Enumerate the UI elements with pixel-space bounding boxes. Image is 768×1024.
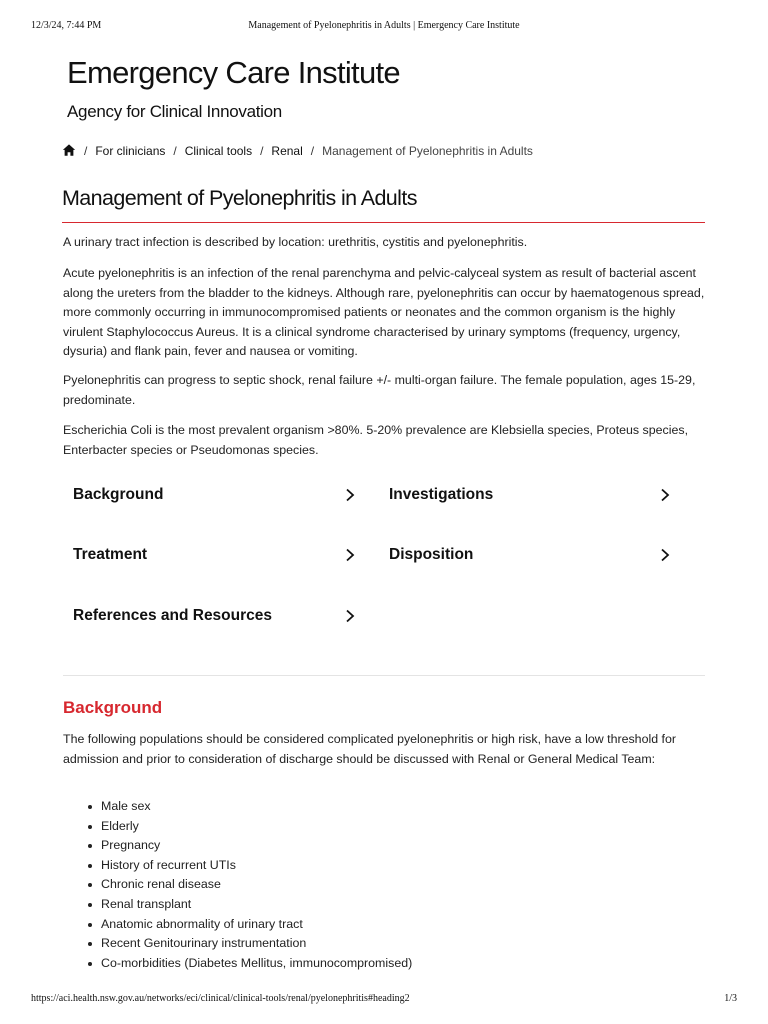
print-url: https://aci.health.nsw.gov.au/networks/eci/clinical/clinical-tools/renal/pyelonephritis#heading2	[31, 993, 410, 1004]
intro-paragraph-3	[63, 371, 705, 410]
breadcrumb-separator: /	[173, 144, 177, 158]
nav-tile-background[interactable]	[73, 482, 356, 508]
background-intro	[63, 730, 705, 769]
chevron-right-icon	[344, 609, 356, 623]
paragraph-text: The following populations should be considered complicated pyelonephritis or high risk, have a low threshold for admission and prior to consideration of discharge should be discussed with Renal or General Medical Team:	[63, 732, 677, 766]
breadcrumb-home[interactable]	[62, 143, 76, 160]
breadcrumb-separator: /	[84, 144, 88, 158]
page-title: Management of Pyelonephritis in Adults	[62, 186, 417, 210]
paragraph-text: A urinary tract infection is described by location: urethritis, cystitis and pyelonephritis.	[63, 235, 528, 249]
chevron-right-icon	[344, 488, 356, 502]
list-item: Recent Genitourinary instrumentation	[63, 934, 412, 954]
breadcrumb-clinical-tools[interactable]: Clinical tools	[184, 144, 253, 158]
print-datetime: 12/3/24, 7:44 PM	[31, 20, 102, 31]
chevron-right-icon	[659, 548, 671, 562]
paragraph-text: Escherichia Coli is the most prevalent organism >80%. 5-20% prevalence are Klebsiella species, Proteus species, Enterbacter species or Pseudomonas species.	[63, 423, 689, 457]
title-divider	[62, 222, 705, 223]
intro-paragraph-1	[63, 233, 705, 253]
list-item: History of recurrent UTIs	[63, 856, 412, 876]
nav-tile-label: References and Resources	[73, 607, 273, 624]
breadcrumb-separator: /	[310, 144, 315, 158]
paragraph-text: Pyelonephritis can progress to septic shock, renal failure +/- multi-organ failure. The female population, ages 15-29, predominate.	[63, 373, 696, 407]
nav-tile-disposition[interactable]	[389, 542, 671, 568]
breadcrumb-for-clinicians[interactable]: For clinicians	[95, 144, 166, 158]
risk-factor-list	[63, 797, 412, 973]
breadcrumb	[62, 142, 533, 160]
nav-tile-label: Treatment	[73, 546, 148, 563]
list-item: Renal transplant	[63, 895, 412, 915]
breadcrumb-renal[interactable]: Renal	[271, 144, 303, 158]
intro-paragraph-4	[63, 421, 705, 460]
section-divider	[63, 675, 705, 676]
nav-tile-label: Disposition	[389, 546, 474, 563]
list-item: Co-morbidities (Diabetes Mellitus, immunocompromised)	[63, 954, 412, 974]
nav-tile-label: Investigations	[389, 486, 494, 503]
chevron-right-icon	[659, 488, 671, 502]
print-page-title: Management of Pyelonephritis in Adults | Emergency Care Institute	[248, 20, 520, 31]
nav-tile-investigations[interactable]	[389, 482, 671, 508]
list-item: Pregnancy	[63, 836, 412, 856]
list-item: Anatomic abnormality of urinary tract	[63, 915, 412, 935]
background-heading: Background	[63, 698, 163, 717]
home-icon	[62, 143, 76, 157]
paragraph-text: Acute pyelonephritis is an infection of the renal parenchyma and pelvic-calyceal system as result of bacterial ascent along the ureters from the bladder to the kidneys. Although rare, pyelonephritis can occur by haematogenous spread, more commonly occurring in immunocompromised patients or neonates and the common organism is the highly virulent Staphylococcus Aureus. It is a clinical syndrome characterised by urinary symptoms (frequency, urgency, dysuria) and flank pain, fever and nausea or vomiting.	[63, 266, 705, 358]
list-item: Chronic renal disease	[63, 875, 412, 895]
list-item: Elderly	[63, 817, 412, 837]
nav-tile-label: Background	[73, 486, 164, 503]
intro-paragraph-2	[63, 264, 705, 362]
list-item: Male sex	[63, 797, 412, 817]
site-title[interactable]: Emergency Care Institute	[67, 55, 400, 90]
nav-tile-treatment[interactable]	[73, 542, 356, 568]
nav-tile-references[interactable]	[73, 603, 356, 629]
chevron-right-icon	[344, 548, 356, 562]
site-subtitle: Agency for Clinical Innovation	[67, 102, 282, 121]
print-header	[31, 20, 737, 34]
breadcrumb-current: Management of Pyelonephritis in Adults	[322, 144, 533, 158]
breadcrumb-separator: /	[260, 144, 264, 158]
print-page-number: 1/3	[724, 993, 737, 1004]
print-footer	[31, 993, 737, 1004]
